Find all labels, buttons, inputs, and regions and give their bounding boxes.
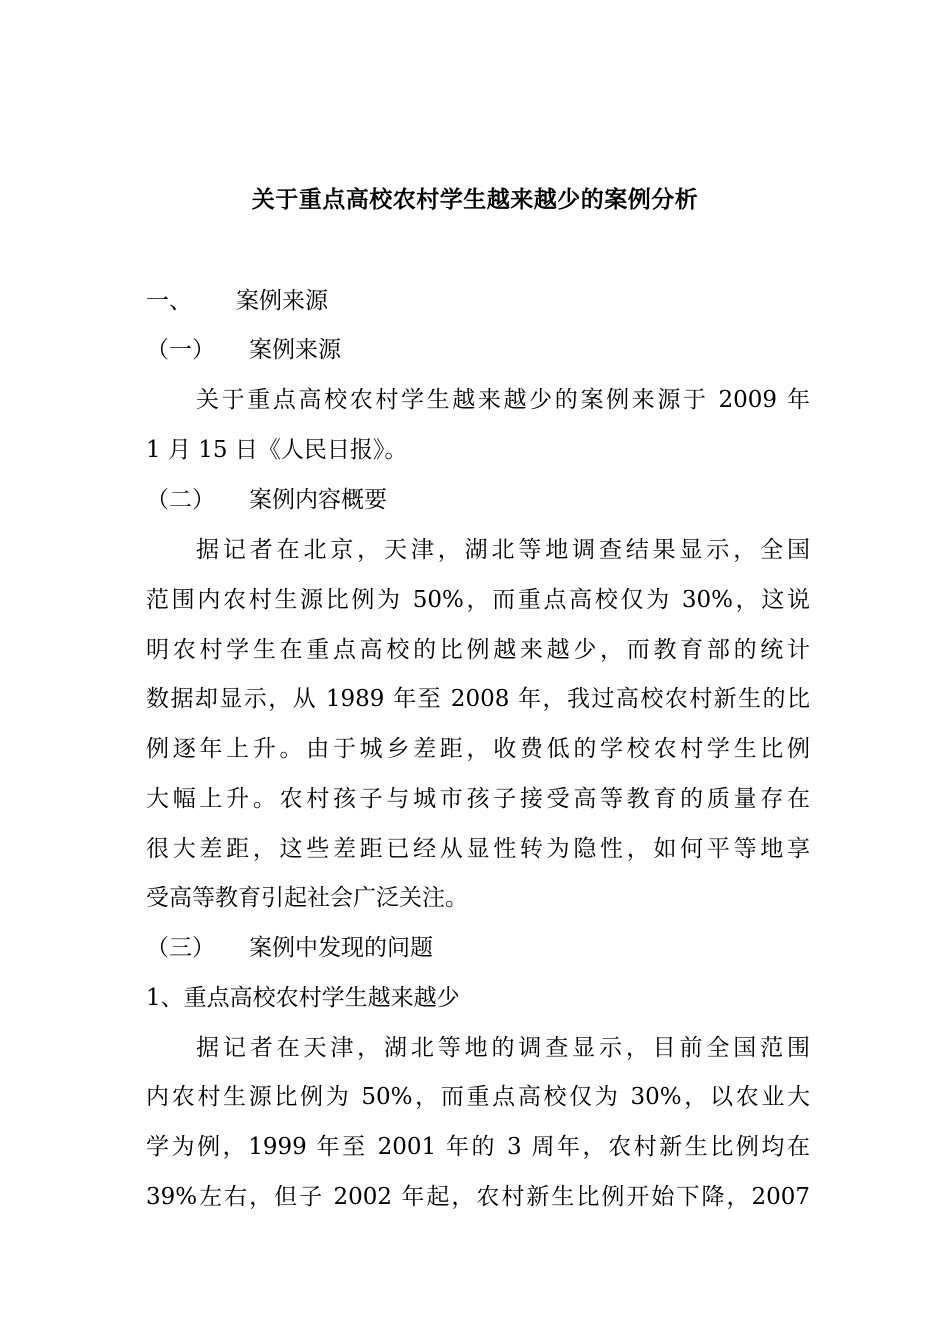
paragraph-line: 学为例，1999 年至 2001 年的 3 周年，农村新生比例均在 [146, 1134, 810, 1160]
subsection-heading-1 [146, 330, 810, 370]
paragraph-line: 范围内农村生源比例为 50%，而重点高校仅为 30%，这说 [146, 587, 810, 613]
paragraph-line: 大幅上升。农村孩子与城市孩子接受高等教育的质量存在 [146, 786, 810, 812]
subsection-number: （二） [146, 487, 215, 513]
subsection-label: 案例中发现的问题 [249, 935, 433, 961]
paragraph-line: 受高等教育引起社会广泛关注。 [146, 885, 468, 911]
document-title: 关于重点高校农村学生越来越少的案例分析 [251, 187, 699, 213]
subsection-number: （三） [146, 935, 215, 961]
paragraph-line: 据记者在天津，湖北等地的调查显示，目前全国范围 [196, 1035, 810, 1061]
paragraph-line: 关于重点高校农村学生越来越少的案例来源于 2009 年 [196, 387, 810, 413]
paragraph-line: 明农村学生在重点高校的比例越来越少，而教育部的统计 [146, 637, 810, 663]
paragraph-line: 39%左右，但子 2002 年起，农村新生比例开始下降，2007 [146, 1184, 810, 1210]
section-label: 案例来源 [236, 288, 328, 314]
section-number: 一、 [146, 288, 192, 314]
paragraph-line: 很大差距，这些差距已经从显性转为隐性，如何平等地享 [146, 836, 810, 862]
paragraph-line: 数据却显示，从 1989 年至 2008 年，我过高校农村新生的比 [146, 686, 810, 712]
paragraph-line: 1 月 15 日《人民日报》。 [146, 437, 408, 463]
subsection-label: 案例来源 [249, 337, 341, 363]
paragraph-line: 据记者在北京，天津，湖北等地调查结果显示，全国 [196, 537, 810, 563]
subsection-heading-3 [146, 928, 810, 968]
list-item-1: 1、重点高校农村学生越来越少 [146, 985, 460, 1011]
paragraph-line: 内农村生源比例为 50%，而重点高校仅为 30%，以农业大 [146, 1084, 810, 1110]
section-heading-1 [146, 281, 810, 321]
subsection-number: （一） [146, 337, 215, 363]
subsection-heading-2 [146, 480, 810, 520]
subsection-label: 案例内容概要 [249, 487, 387, 513]
paragraph-line: 例逐年上升。由于城乡差距，收费低的学校农村学生比例 [146, 736, 810, 762]
